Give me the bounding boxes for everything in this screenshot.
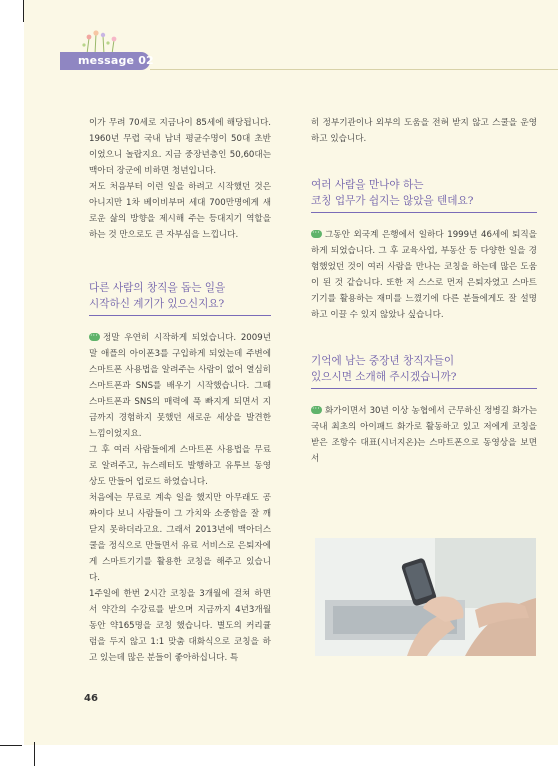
question-line: 기억에 남는 중장년 창직자들이: [311, 355, 455, 367]
answer-paragraph: ···그동안 외국계 은행에서 일하다 1999년 46세에 퇴직을 하게 되었습니다. 그 후 교육사업, 부동산 등 다양한 일을 경험했었던 것이 여러 사람을 만나는 코칭을 하는데 많은 도움이 된 것 같습니다. 또한 저 스스로 먼저 은퇴자였고 스마트 기기를 활용하는 재미를 느꼈기에 다른 분들에게도 잘 설명하고 이끌 수 있지 않았나 싶습니다.: [311, 227, 537, 323]
crop-mark: [0, 745, 22, 746]
question-line: 코칭 업무가 쉽지는 않았을 텐데요?: [311, 195, 474, 207]
paragraph: 히 정부기관이나 외부의 도움을 전혀 받지 않고 스쿨을 운영하고 있습니다.: [311, 118, 537, 144]
question-heading: [311, 177, 537, 213]
speech-bubble-icon: [89, 333, 100, 341]
answer-paragraph: ···정말 우연히 시작하게 되었습니다. 2009년 말 애플의 아이폰3를 구입하게 되었는데 주변에 스마트폰 사용법을 알려주는 사람이 없어 열심히 스마트폰과 SNS를 배우기 시작했습니다. 그때 스마트폰과 SNS의 매력에 푹 빠지게 되면서 지금까지 경험하지 못했던 새로운 세상을 발견한 느낌이었지요.: [89, 330, 271, 442]
paragraph: 이가 무려 70세로 지금나이 85세에 해당됩니다. 1960년 무렵 국내 남녀 평균수명이 50대 초반이었으니 놀랍지요. 지금 중장년층인 50,60대는 맥아더 장군에 비하면 청년입니다.: [89, 118, 271, 176]
speech-bubble-icon: [311, 406, 322, 414]
answer-paragraph: ···화가이면서 30년 이상 농협에서 근무하신 정병길 화가는 국내 최초의 아이패드 화가로 활동하고 있고 저에게 코칭을 받은 조항수 대표(시너지온)는 스마트폰으로 동영상을 보면서: [311, 403, 537, 467]
question-line: 다른 사람의 창직을 돕는 일을: [89, 282, 226, 294]
paragraph: 1주일에 한번 2시간 코칭을 3개월에 걸쳐 하면서 약간의 수강료를 받으며 지금까지 4년3개월 동안 약165명을 코칭 했습니다. 별도의 커리큘럼을 두지 않고 1:1 맞춤 대화식으로 코칭을 하고 있는데 많은 분들이 좋아하십니다. 특: [89, 589, 271, 663]
section-label: message 02: [78, 54, 154, 67]
crop-mark: [34, 742, 35, 766]
flower-sprigs-icon: [77, 26, 125, 54]
paragraph: 그 후 여러 사람들에게 스마트폰 사용법을 무료로 알려주고, 뉴스레터도 발행하고 유투브 동영상도 만들어 업로드 하였습니다.: [89, 445, 271, 487]
question-heading: [89, 280, 271, 316]
speech-bubble-icon: [311, 230, 322, 238]
photo-illustration: [315, 538, 536, 656]
question-line: 여러 사람을 만나야 하는: [311, 179, 424, 191]
question-line: 있으시면 소개해 주시겠습니까?: [311, 371, 457, 383]
paragraph: 저도 처음부터 이런 일을 하려고 시작했던 것은 아니지만 1차 베이비부머 세대 700만명에게 새로운 삶의 방향을 제시해 주는 등대지기 역할을 하는 것 만으로도 큰 자부심을 느낍니다.: [89, 182, 271, 240]
right-column: [311, 115, 537, 467]
question-heading: [311, 353, 537, 389]
paragraph: 처음에는 무료로 계속 일을 했지만 아무래도 공짜이다 보니 사람들이 그 가치와 소중함을 잘 깨닫지 못하더라고요. 그래서 2013년에 맥아더스쿨을 정식으로 만들면서 유료 서비스로 은퇴자에게 스마트기기를 활용한 코칭을 해주고 있습니다.: [89, 493, 271, 583]
left-column: [89, 115, 271, 666]
hands-holding-smartphone-photo: [315, 538, 536, 656]
question-line: 시작하신 계기가 있으신지요?: [89, 298, 225, 310]
crop-mark: [23, 0, 24, 22]
header-rule: [150, 69, 558, 70]
page-number: 46: [84, 693, 98, 704]
